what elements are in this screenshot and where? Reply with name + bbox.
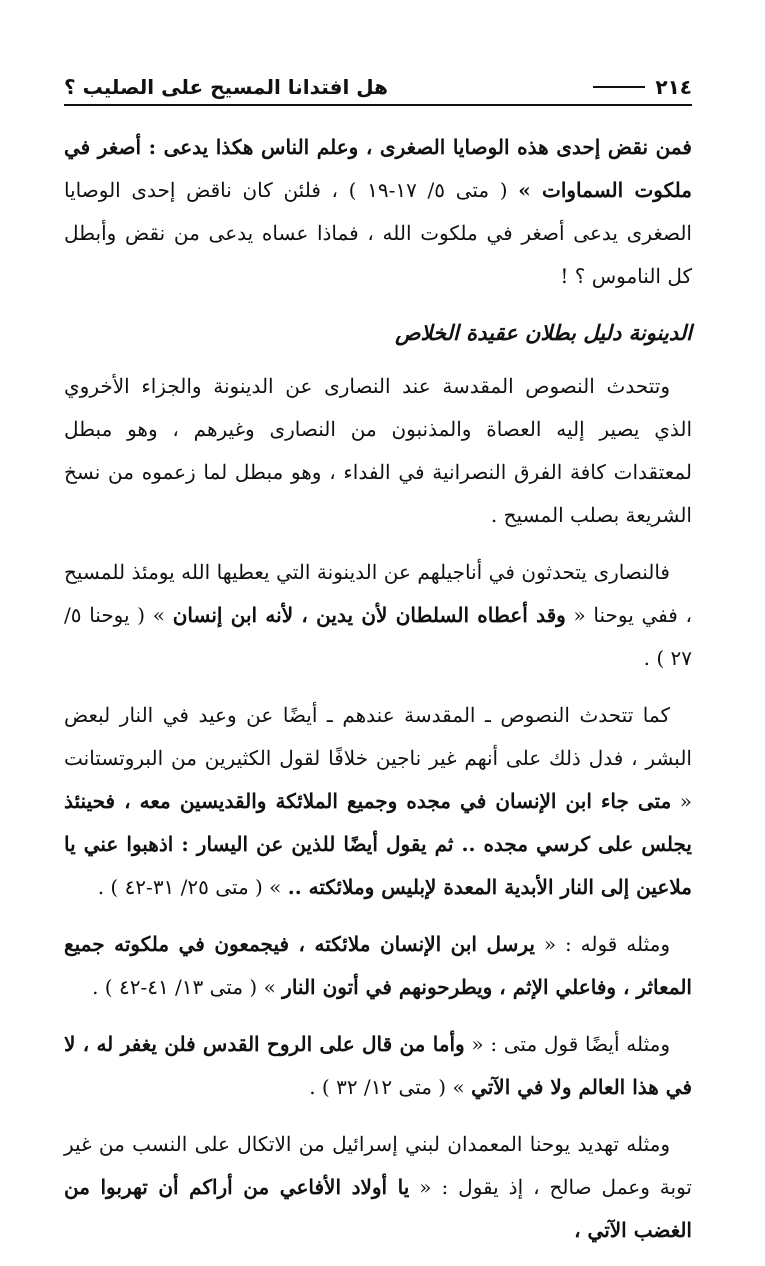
body-text [64,126,692,1266]
paragraph-3-quote: وقد أعطاه السلطان لأن يدين ، لأنه ابن إنسان [172,603,566,627]
paragraph-3-citation: » ( يوحنا ٥/ ٢٧ ) . [64,603,692,670]
paragraph-1-text: ( متى ٥/ ١٧-١٩ ) ، فلئن كان ناقض إحدى الوصايا الصغرى يدعى أصغر في ملكوت الله ، فماذا عساه يدعى من نقض وأبطل كل الناموس ؟ ! [64,178,692,288]
paragraph-4-text: كما تتحدث النصوص ـ المقدسة عندهم ـ أيضًا عن وعيد في النار لبعض البشر ، فدل ذلك على أنهم غير ناجين خلافًا لقول الكثيرين من البروتستانت « [64,703,692,813]
page-number-group [593,75,692,99]
paragraph-7 [64,1123,692,1252]
paragraph-1-quote: فمن نقض إحدى هذه الوصايا الصغرى ، وعلم الناس هكذا يدعى : أصغر في ملكوت السماوات » [64,135,692,202]
paragraph-3-text: فالنصارى يتحدثون في أناجيلهم عن الدينونة التي يعطيها الله يومئذ للمسيح ، ففي يوحنا « [64,560,693,627]
paragraph-7-text: ومثله تهديد يوحنا المعمدان لبني إسرائيل من الاتكال على النسب من غير توبة وعمل صالح ، إذ يقول : « [64,1132,692,1199]
running-title: هل افتدانا المسيح على الصليب ؟ [64,75,389,99]
page-number: ٢١٤ [655,75,692,99]
running-header [64,70,692,106]
paragraph-5-text: ومثله قوله : « [535,932,670,956]
paragraph-6-quote: وأما من قال على الروح القدس فلن يغفر له ، لا في هذا العالم ولا في الآتي [64,1032,692,1099]
paragraph-3 [64,551,692,680]
paragraph-6 [64,1023,692,1109]
paragraph-2: وتتحدث النصوص المقدسة عند النصارى عن الدينونة والجزاء الأخروي الذي يصير إليه العصاة والمذنبون من النصارى وغيرهم ، وهو مبطل لمعتقدات كافة الفرق النصرانية في الفداء ، وهو مبطل لما زعموه من نسخ الشريعة بصلب المسيح . [64,374,692,527]
paragraph-4 [64,694,692,909]
paragraph-6-text: ومثله أيضًا قول متى : « [464,1032,670,1056]
section-heading: الدينونة دليل بطلان عقيدة الخلاص [395,321,692,345]
paragraph-4-citation: » ( متى ٢٥/ ٣١-٤٢ ) . [97,875,288,899]
paragraph-5-citation: » ( متى ١٣/ ٤١-٤٢ ) . [92,975,283,999]
paragraph-5 [64,923,692,1009]
header-dash [593,86,645,88]
paragraph-6-citation: » ( متى ١٢/ ٣٢ ) . [309,1075,472,1099]
paragraph-1 [64,126,692,298]
paragraph-7-quote: يا أولاد الأفاعي من أراكم أن تهربوا من الغضب الآتي ، [64,1175,692,1242]
paragraph-5-quote: يرسل ابن الإنسان ملائكته ، فيجمعون في ملكوته جميع المعاثر ، وفاعلي الإثم ، ويطرحونهم في أتون النار [64,932,692,999]
paragraph-4-quote: متى جاء ابن الإنسان في مجده وجميع الملائكة والقديسين معه ، فحينئذ يجلس على كرسي مجده .. ثم يقول أيضًا للذين عن اليسار : اذهبوا عني يا ملاعين إلى النار الأبدية المعدة لإبليس وملائكته .. [64,789,692,899]
